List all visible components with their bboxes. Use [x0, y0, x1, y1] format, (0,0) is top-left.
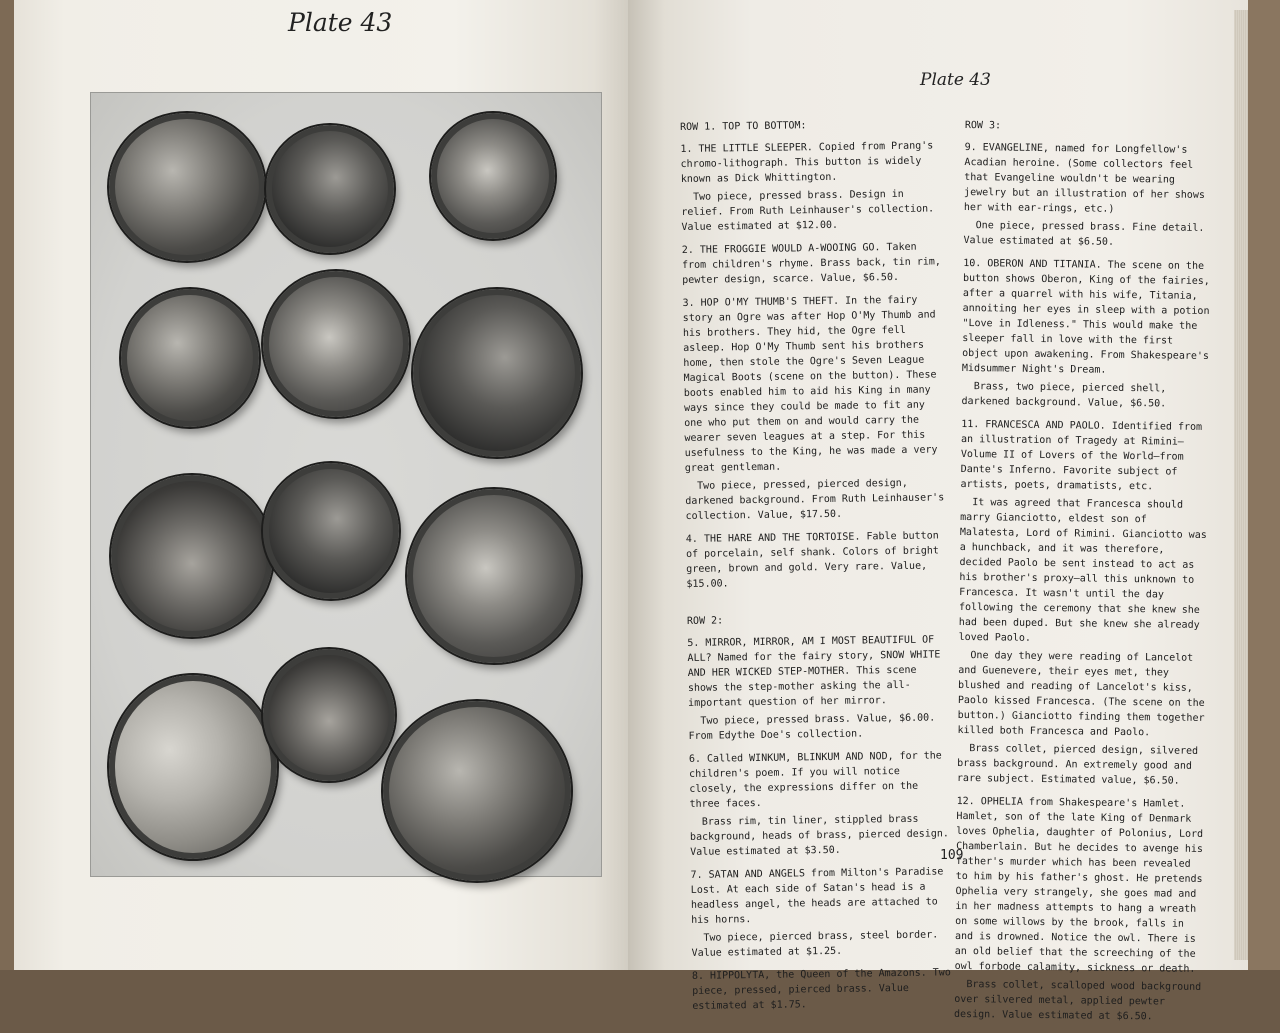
plate-photograph	[90, 92, 602, 877]
entry-6-title: 6. Called WINKUM, BLINKUM AND NOD, for the children's poem. If you will notice closely, the expressions differ on the three faces.	[688, 750, 942, 810]
entry-1-title: 1. THE LITTLE SLEEPER. Copied from Prang's chromo-lithograph. This button is widely known as Dick Whittington.	[680, 140, 934, 185]
text-column-left	[680, 116, 955, 1022]
button-photo-8	[263, 463, 399, 599]
text-column-right	[954, 118, 1217, 1033]
button-photo-12	[383, 701, 571, 881]
button-photo-5	[263, 271, 409, 417]
button-photo-9	[407, 489, 581, 663]
entry-11-detail: It was agreed that Francesca should marry Gianciotto, eldest son of Malatesta, Lord of Rimini. Gianciotto was a hunchback, and it was therefore, decided Paolo be sent instead to act as his brother's proxy—all this unknown to Francesca. It wasn't until the day following the ceremony that she knew she had been duped. But she knew she already loved Paolo.	[958, 497, 1207, 644]
printed-plate-label: Plate 43	[920, 70, 991, 90]
entry-6-detail: Brass rim, tin liner, stippled brass background, heads of brass, pierced design. Value estimated at $3.50.	[689, 813, 949, 858]
button-photo-2	[266, 125, 394, 253]
button-photo-1	[109, 113, 265, 261]
entry-7-title: 7. SATAN AND ANGELS from Milton's Paradise Lost. At each side of Satan's head is a headless angel, the heads are attached to his horns.	[690, 866, 944, 926]
entry-12	[954, 794, 1209, 1025]
entry-11-detail-2: One day they were reading of Lancelot and Guenevere, their eyes met, they blushed and reading of Lancelot's kiss, Paolo kissed Francesca. (The scene on the button.) Gianciotto finding them together killed both Francesca and Paolo.	[957, 650, 1205, 739]
entry-1	[680, 138, 943, 235]
entry-8	[692, 965, 955, 1014]
button-photo-3	[431, 113, 555, 239]
entry-7	[690, 864, 953, 961]
entry-4-title: 4. THE HARE AND THE TORTOISE. Fable button of porcelain, self shank. Colors of bright green, brown and gold. Very rare. Value, $15.00.	[685, 530, 939, 590]
button-photo-11	[263, 649, 395, 781]
entry-9-detail: One piece, pressed brass. Fine detail. Value estimated at $6.50.	[963, 220, 1205, 248]
entry-12-title: 12. OPHELIA from Shakespeare's Hamlet. Hamlet, son of the late King of Denmark loves Ophelia, daughter of Polonius, Lord Chamberlain. But he decides to avenge his father's murder which has been revealed to him by his father's ghost. He pretends Ophelia very strangely, she goes mad and in her madness attempts to hang a wreath on some willows by the brook, falls in and is drowned. Notice the owl. There is an old belief that the screeching of the owl forbode calamity, sickness or death.	[954, 795, 1204, 975]
entry-10	[961, 256, 1215, 412]
book-cover-right	[1244, 0, 1280, 970]
entry-5	[687, 632, 950, 744]
entry-6	[689, 748, 952, 860]
entry-5-title: 5. MIRROR, MIRROR, AM I MOST BEAUTIFUL OF ALL? Named for the fairy story, SNOW WHITE AND HER WICKED STEP-MOTHER. This scene shows the step-mother asking the all-important question of her mirror.	[687, 634, 941, 709]
entry-10-title: 10. OBERON AND TITANIA. The scene on the button shows Oberon, King of the fairies, after a quarrel with his wife, Titania, annoiting her eyes in sleep with a potion "Love in Idleness." This would make the sleeper fall in love with the first object upon awakening. From Shakespeare's Midsummer Night's Dream.	[961, 257, 1210, 376]
handwritten-plate-label: Plate 43	[288, 8, 393, 37]
row-2-heading: ROW 2:	[686, 615, 724, 627]
entry-12-detail: Brass collet, scalloped wood background over silvered metal, applied pewter design. Value estimated at $6.50.	[953, 979, 1202, 1023]
entry-11	[957, 417, 1213, 789]
button-photo-7	[111, 475, 273, 637]
entry-2	[682, 239, 945, 288]
row-1-heading: ROW 1. TOP TO BOTTOM:	[680, 120, 807, 133]
button-photo-6	[413, 289, 581, 457]
entry-9	[963, 140, 1216, 251]
page-number: 109	[940, 848, 964, 863]
button-photo-4	[121, 289, 259, 427]
entry-10-detail: Brass, two piece, pierced shell, darkened background. Value, $6.50.	[961, 381, 1167, 410]
entry-9-title: 9. EVANGELINE, named for Longfellow's Acadian heroine. (Some collectors feel that Evangeline wouldn't be wearing jewelry but an illustration of her shows her with ear-rings, etc.)	[963, 141, 1205, 215]
entry-11-detail-3: Brass collet, pierced design, silvered brass background. An extremely good and rare subject. Estimated value, $6.50.	[956, 743, 1199, 787]
entry-4	[686, 528, 949, 592]
entry-11-title: 11. FRANCESCA AND PAOLO. Identified from an illustration of Tragedy at Rimini—Volume II of Lovers of the World—from Dante's Inferno. Favorite subject of artists, poets, dramatists, etc.	[960, 418, 1203, 493]
entry-5-detail: Two piece, pressed brass. Value, $6.00. From Edythe Doe's collection.	[688, 712, 936, 742]
row-3-heading: ROW 3:	[964, 119, 1002, 132]
page-edges	[1234, 10, 1248, 960]
entry-3	[682, 292, 947, 524]
entry-7-detail: Two piece, pierced brass, steel border. Value estimated at $1.25.	[691, 929, 939, 959]
entry-1-detail: Two piece, pressed brass. Design in relief. From Ruth Leinhauser's collection. Value estimated at $12.00.	[681, 188, 935, 233]
entry-3-title: 3. HOP O'MY THUMB'S THEFT. In the fairy story an Ogre was after Hop O'My Thumb and his brothers. They hid, the Ogre fell asleep. Hop O'My Thumb sent his brothers home, then stole the Ogre's Seven League Magical Boots (scene on the button). These boots enabled him to aid his King in many ways since they could be made to fit any one who put them on and would carry the wearer seven leagues at a step. For this usefulness to the King, he was made a very great gentleman.	[682, 294, 938, 474]
entry-8-title: 8. HIPPOLYTA, the Queen of the Amazons. Two piece, pressed, pierced brass. Value estimated at $1.75.	[691, 967, 951, 1012]
button-photo-10	[109, 675, 277, 859]
entry-2-title: 2. THE FROGGIE WOULD A-WOOING GO. Taken from children's rhyme. Brass back, tin rim, pewter design, scarce. Value, $6.50.	[681, 241, 941, 286]
entry-3-detail: Two piece, pressed, pierced design, darkened background. From Ruth Leinhauser's collection. Value, $17.50.	[685, 477, 945, 522]
